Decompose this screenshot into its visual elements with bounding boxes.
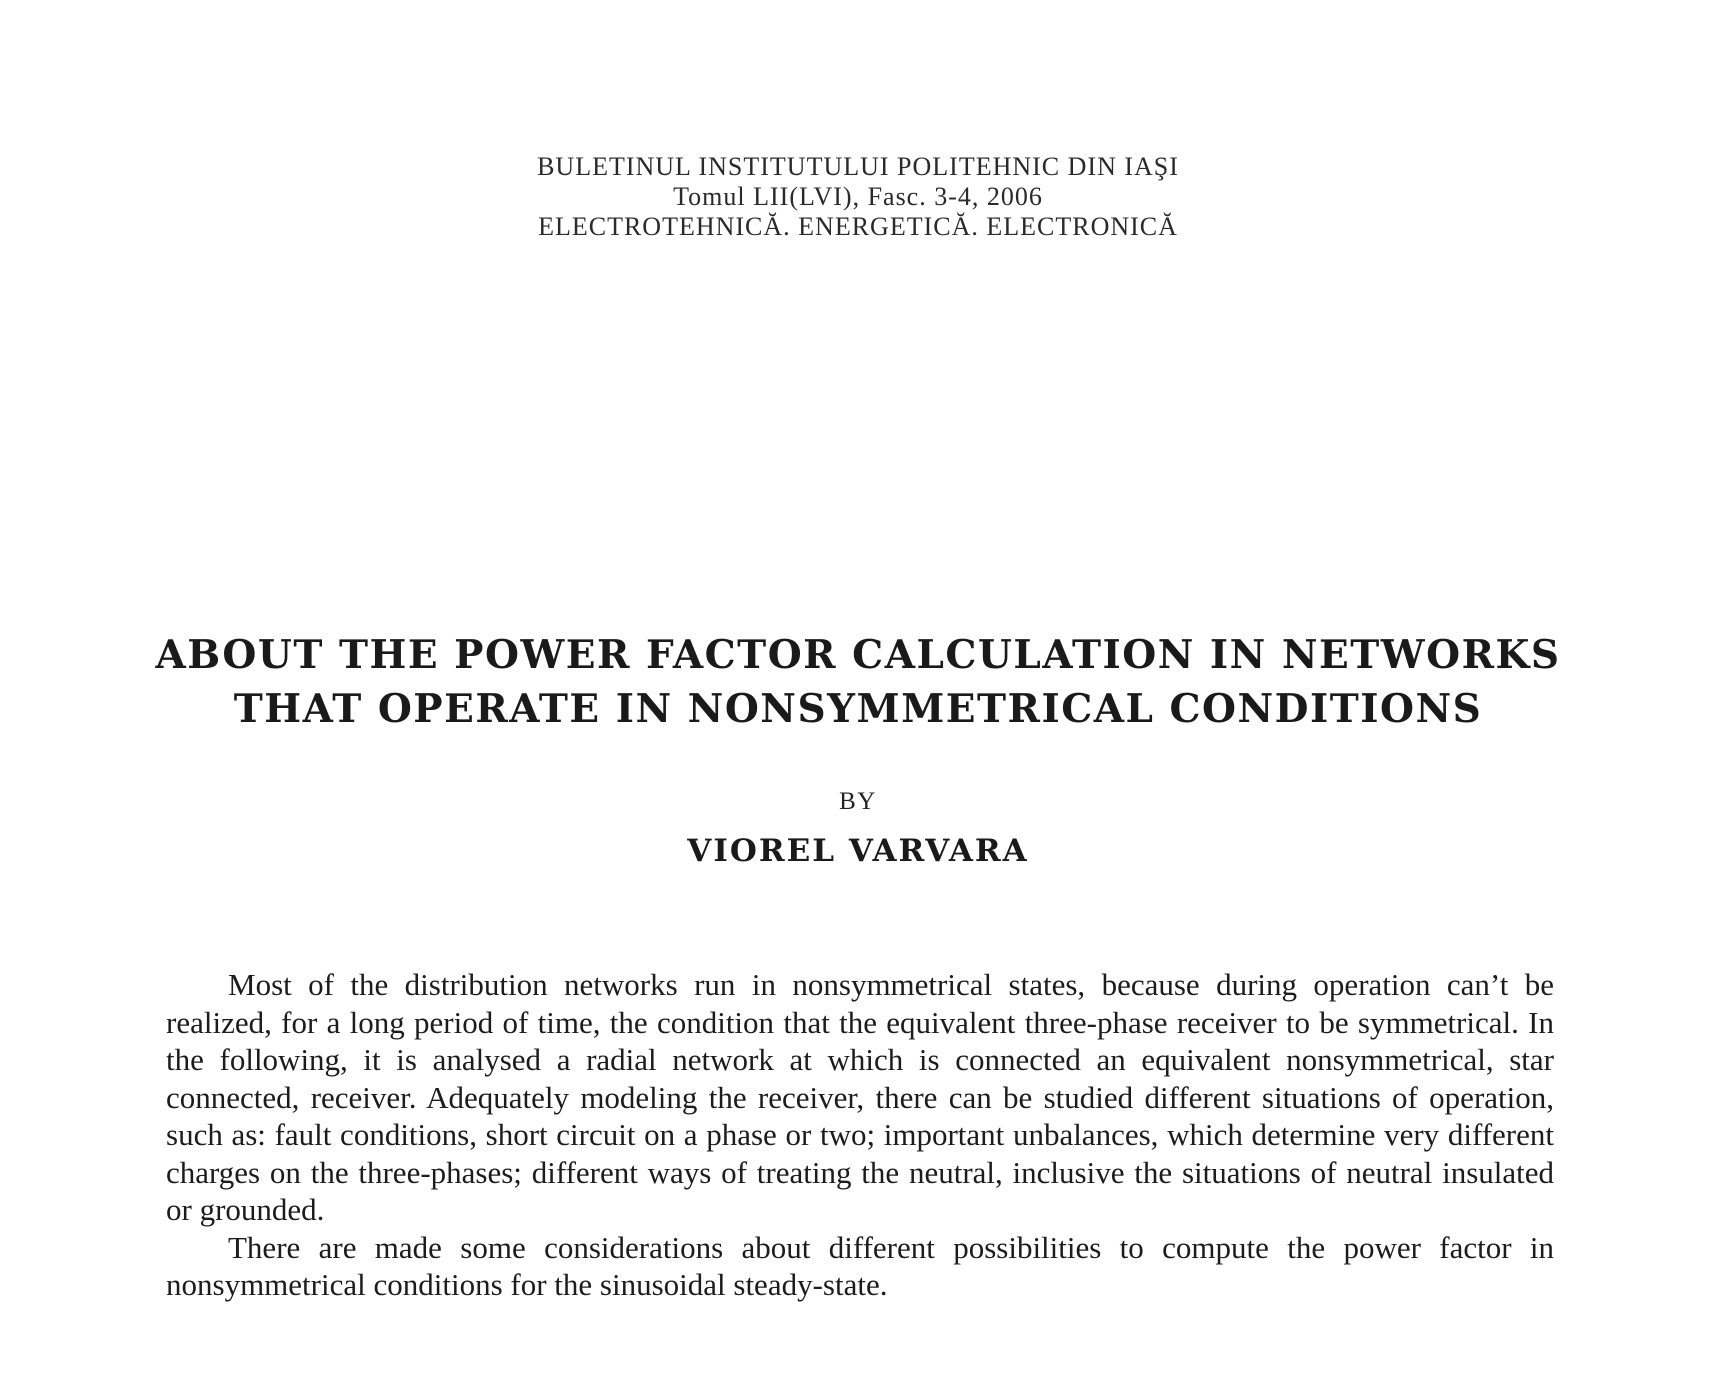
- author-name: VIOREL VARVARA: [687, 833, 1029, 869]
- abstract-paragraph-1: Most of the distribution networks run in nonsymmetrical states, because during operation can’t be realized, for a long period of time, the condition that the equivalent three-phase receiver to be symmetrical. In the following, it is analysed a radial network at which is connected an equivalent nonsymmetrical, star connected, receiver. Adequately modeling the receiver, there can be studied different situations of operation, such as: fault conditions, short circuit on a phase or two; important unbalances, which determine very different charges on the three-phases; different ways of treating the neutral, inclusive the situations of neutral insulated or grounded.: [166, 967, 1554, 1227]
- abstract-paragraph-2: There are made some considerations about different possibilities to compute the power factor in nonsymmetrical conditions for the sinusoidal steady-state.: [166, 1229, 1554, 1302]
- by-label: BY: [839, 788, 877, 815]
- abstract: [166, 966, 1554, 1304]
- journal-volume: Tomul LII(LVI), Fasc. 3-4, 2006: [673, 182, 1043, 211]
- paper-title: [0, 628, 1716, 736]
- paper-title-line-2: THAT OPERATE IN NONSYMMETRICAL CONDITIONS: [233, 686, 1483, 732]
- journal-name: BULETINUL INSTITUTULUI POLITEHNIC DIN IAŞI: [537, 152, 1179, 181]
- paper-title-line-1: ABOUT THE POWER FACTOR CALCULATION IN NETWORKS: [155, 632, 1561, 678]
- journal-section: ELECTROTEHNICĂ. ENERGETICĂ. ELECTRONICĂ: [538, 212, 1178, 241]
- journal-header: [0, 152, 1716, 242]
